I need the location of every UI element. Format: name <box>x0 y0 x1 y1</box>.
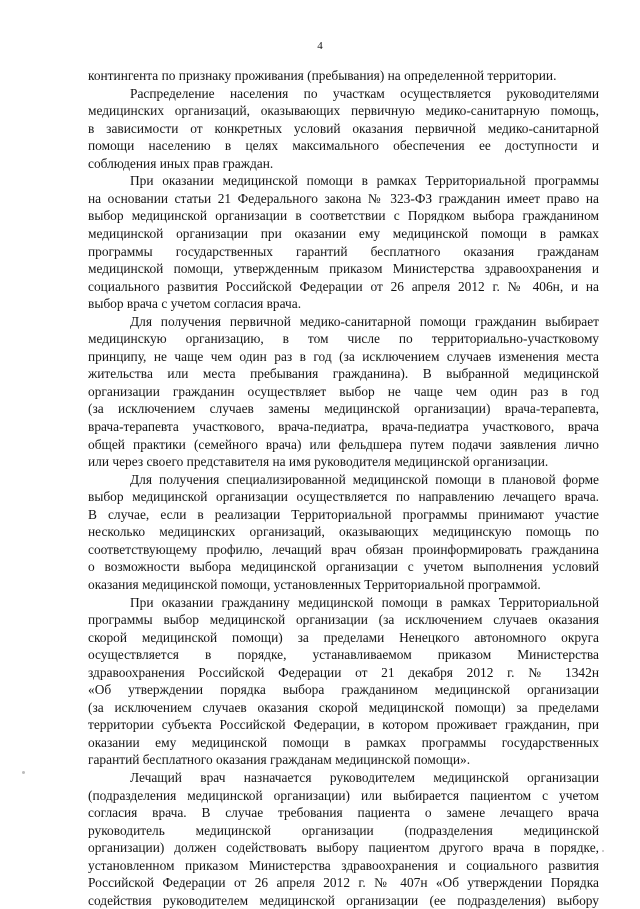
text-line: выбор врача с учетом согласия врача. <box>88 296 302 312</box>
text-line: При оказании гражданину медицинской помощи в рамках Территориальной <box>130 594 599 610</box>
text-line: установленном приказом Министерства здравоохранения и социального развития <box>88 857 599 873</box>
text-line: (за исключением случаев замены медицинской организации) врача-терапевта, <box>88 401 599 417</box>
text-line: Распределение населения по участкам осуществляется руководителями <box>130 85 599 101</box>
text-line: выбор медицинской организации осуществляется по направлению лечащего врача. <box>88 489 599 505</box>
text-line: (за исключением случаев оказания скорой медицинской помощи) за пределами <box>88 699 599 715</box>
text-line: соблюдения иных прав граждан. <box>88 155 274 171</box>
text-line: В случае, если в реализации Территориальной программы принимают участие <box>88 506 599 522</box>
text-line: несколько медицинских организаций, оказывающих медицинскую помощь по <box>88 524 599 540</box>
text-line: медицинской помощи, утвержденным приказом Министерства здравоохранения и <box>88 261 599 277</box>
text-line: общей практики (семейного врача) или фельдшера путем подачи заявления лично <box>88 436 599 452</box>
text-line: помощи населению в целях максимального обеспечения ее доступности и <box>88 138 599 154</box>
text-line: «Об утверждении порядка выбора гражданином медицинской организации <box>88 682 599 698</box>
text-line: При оказании медицинской помощи в рамках Территориальной программы <box>130 173 599 189</box>
text-line: Для получения первичной медико-санитарной помощи гражданин выбирает <box>130 313 599 329</box>
text-line: выбор медицинской организации в соответствии с Порядком выбора гражданином <box>88 208 599 224</box>
text-line: осуществляется в порядке, устанавливаемом приказом Министерства <box>88 647 599 663</box>
text-line: медицинских организаций, оказывающих первичную медико-санитарную помощь, <box>88 103 599 119</box>
text-line: содействия руководителем медицинской организации (ее подразделения) выбору <box>88 892 599 908</box>
text-line: (подразделения медицинской организации) или выбирается пациентом с учетом <box>88 787 599 803</box>
text-line: оказания медицинской помощи, установленных Территориальной программой. <box>88 576 541 592</box>
text-line: или через своего представителя на имя руководителя медицинской организации. <box>88 454 549 470</box>
scan-speck <box>22 771 25 774</box>
text-line: руководитель медицинской организации (подразделения медицинской <box>88 822 599 838</box>
text-line: о возможности выбора медицинской организации с учетом выполнения условий <box>88 559 599 575</box>
text-line: принципу, не чаще чем один раз в год (за исключением случаев изменения места <box>88 348 599 364</box>
text-line: организации гражданин осуществляет выбор не чаще чем один раз в год <box>88 383 599 399</box>
text-line: согласия врача. В случае требования пациента о замене лечащего врача <box>88 805 599 821</box>
text-line: в зависимости от конкретных условий оказания первичной медико-санитарной <box>88 120 599 136</box>
text-line: жительства или места пребывания гражданина). В выбранной медицинской <box>88 366 599 382</box>
text-line: медицинскую организацию, в том числе по территориально-участковому <box>88 331 599 347</box>
text-line: медицинской организации при оказании ему медицинской помощи в рамках <box>88 225 599 241</box>
text-line: оказании ему медицинской помощи в рамках программы государственных <box>88 734 599 750</box>
text-line: здравоохранения Российской Федерации от 21 декабря 2012 г. № 1342н <box>88 664 599 680</box>
text-line: социального развития Российской Федерации от 26 апреля 2012 г. № 406н, и на <box>88 278 599 294</box>
text-line: гарантий бесплатного оказания гражданам медицинской помощи». <box>88 752 471 768</box>
text-line: Российской Федерации от 26 апреля 2012 г. № 407н «Об утверждении Порядка <box>88 875 599 891</box>
text-line: территории субъекта Российской Федерации, в котором проживает гражданин, при <box>88 717 599 733</box>
text-line: контингента по признаку проживания (пребывания) на определенной территории. <box>88 68 557 83</box>
text-line: Лечащий врач назначается руководителем медицинской организации <box>130 770 599 785</box>
scan-speck <box>602 850 604 852</box>
text-line: врача-терапевта участкового, врача-педиатра, врача-педиатра участкового, врача <box>88 419 599 434</box>
text-line: программы выбор медицинской организации (за исключением случаев оказания <box>88 612 599 628</box>
text-line: программы государственных гарантий бесплатного оказания гражданам <box>88 243 599 259</box>
page-number: 4 <box>317 40 323 52</box>
text-line: соответствующему профилю, лечащий врач обязан проинформировать гражданина <box>88 541 599 557</box>
text-line: Для получения специализированной медицинской помощи в плановой форме <box>130 471 599 487</box>
text-line: скорой медицинской помощи) за пределами Ненецкого автономного округа <box>88 629 599 645</box>
text-line: на основании статьи 21 Федерального закона № 323-ФЗ гражданин имеет право на <box>88 190 599 206</box>
text-line: организации) должен содействовать выбору пациентом другого врача в порядке, <box>88 840 599 856</box>
